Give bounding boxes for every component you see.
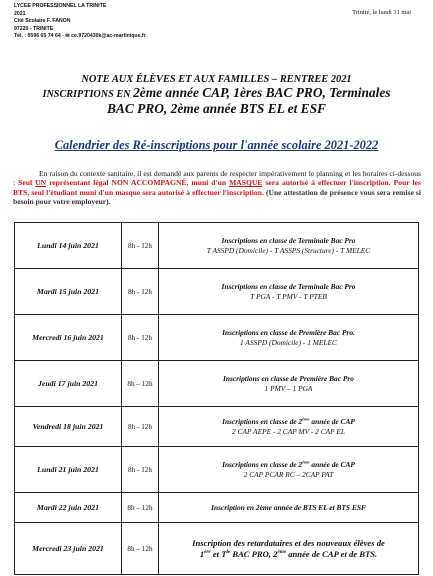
schedule-heading-sup: ème xyxy=(302,416,310,422)
table-row xyxy=(15,407,419,447)
schedule-description xyxy=(159,223,419,269)
table-row xyxy=(15,361,419,407)
schedule-detail xyxy=(159,549,418,560)
schedule-hours: 8h - 12h xyxy=(122,223,159,269)
schedule-day: Vendredi 18 juin 2021 xyxy=(15,407,122,447)
detail-sup-a: ère xyxy=(204,548,211,555)
schedule-detail: 1 ASSPD (Domicile) - 1 MELEC xyxy=(240,337,337,347)
schedule-hours: 8h - 12h xyxy=(122,407,159,447)
table-row xyxy=(15,447,419,493)
intro-text-4: représentant légal NON ACCOMPAGNÉ, muni d'un xyxy=(46,178,230,188)
schedule-description xyxy=(159,407,419,447)
intro-text-6: sera autorisé à effectuer l'inscription. Pour les BTS, seul l'étudiant muni d'un masque sera autorisé à effectuer l'inscription. xyxy=(13,178,421,197)
table-row xyxy=(15,269,419,315)
date-line: Trinité, le lundi 31 mai xyxy=(352,9,411,16)
table-row xyxy=(15,315,419,361)
schedule-day: Mardi 22 juin 2021 xyxy=(15,493,122,523)
schedule-heading-pre: Inscriptions en classe de 2 xyxy=(222,459,303,469)
schedule-heading: Inscriptions en classe de Première Bac Pro xyxy=(223,373,354,383)
schedule-day: Lundi 21 juin 2021 xyxy=(15,447,122,493)
detail-part-c: BAC PRO, 2 xyxy=(230,548,278,559)
schedule-detail: 1 PMV – 1 PGA xyxy=(264,383,313,393)
detail-part-b: et T xyxy=(210,548,227,559)
calendar-title: Calendrier des Ré-inscriptions pour l'année scolaire 2021-2022 xyxy=(54,138,379,152)
intro-text-3: UN xyxy=(35,178,47,188)
intro-text-1: En raison du contexte sanitaire, il est demandé aux parents de respecter impérativement le planning et les horaires ci-dessous : xyxy=(13,169,421,188)
title-line-2-prefix: INSCRIPTIONS EN xyxy=(42,89,134,100)
schedule-heading xyxy=(159,417,418,427)
school-year: 2021 xyxy=(14,10,26,17)
schedule-description xyxy=(159,315,419,361)
detail-part-a: 1 xyxy=(199,548,205,559)
schedule-heading: Inscriptions en classe de Terminale Bac Pro xyxy=(221,281,356,291)
schedule-day: Mercredi 23 juin 2021 xyxy=(15,523,122,575)
schedule-detail: 2 CAP PCAR RC – 2CAP PAT xyxy=(243,469,334,479)
table-row xyxy=(15,223,419,269)
schedule-detail: T ASSPD (Domicile) - T ASSPS (Structure) - T MELEC xyxy=(206,245,371,255)
schedule-hours: 8h – 12h xyxy=(122,361,159,407)
school-city: 97220 - TRINITE xyxy=(14,25,54,32)
intro-text-2: Seul xyxy=(18,178,36,188)
title-line-2-main: 2ème année CAP, 1ères BAC PRO, Terminales xyxy=(133,85,391,100)
table-row xyxy=(15,493,419,523)
schedule-day: Mercredi 16 juin 2021 xyxy=(15,315,122,361)
detail-part-d: année de CAP et de BTS. xyxy=(286,548,378,559)
schedule-description xyxy=(159,493,419,523)
schedule-day: Lundi 14 juin 2021 xyxy=(15,223,122,269)
document-title xyxy=(20,73,413,117)
intro-paragraph xyxy=(13,169,421,207)
school-header xyxy=(14,3,146,41)
schedule-heading: Inscription en 2ème année de BTS EL et BTS ESF xyxy=(211,502,366,512)
detail-sup-b: le xyxy=(226,548,231,555)
schedule-heading-sup: ème xyxy=(302,459,310,465)
schedule-hours: 8h - 12h xyxy=(122,269,159,315)
schedule-description xyxy=(159,523,419,575)
schedule-description xyxy=(159,447,419,493)
schedule-heading xyxy=(159,460,418,470)
schedule-heading: Inscription des retardataires et des nouveaux élèves de xyxy=(192,537,385,548)
schedule-description xyxy=(159,269,419,315)
schedule-day: Mardi 15 juin 2021 xyxy=(15,269,122,315)
intro-text-5: MASQUE xyxy=(229,178,263,188)
schedule-heading-post: année de CAP xyxy=(309,416,355,426)
title-line-1: NOTE AUX ÉLÈVES ET AUX FAMILLES – RENTREE 2021 xyxy=(81,74,352,85)
schedule-heading-post: année de CAP xyxy=(309,459,355,469)
title-line-3: BAC PRO, 2ème année BTS EL et ESF xyxy=(107,101,326,116)
schedule-detail: T PGA - T PMV - T PTEB xyxy=(250,291,327,301)
schedule-heading: Inscriptions en classe de Terminale Bac Pro xyxy=(221,235,356,245)
school-name: LYCEE PROFESSIONNEL LA TRINITE xyxy=(14,3,107,9)
schedule-description xyxy=(159,361,419,407)
schedule-heading-pre: Inscriptions en classe de 2 xyxy=(222,416,303,426)
title-line-2 xyxy=(20,86,413,101)
schedule-day: Jeudi 17 juin 2021 xyxy=(15,361,122,407)
schedule-hours: 8h - 12h xyxy=(122,447,159,493)
schedule-hours: 8h - 12h xyxy=(122,315,159,361)
schedule-heading: Inscriptions en classe de Première Bac Pro. xyxy=(222,327,355,337)
table-row xyxy=(15,523,419,575)
intro-note: (Une attestation de présence vous sera remise si besoin pour votre employeur). xyxy=(13,187,421,207)
schedule-hours: 8h – 12h xyxy=(122,523,159,575)
school-address: Cité Scolaire F. FANON xyxy=(14,18,71,25)
schedule-detail: 2 CAP AEPE - 2 CAP MV - 2 CAP EL xyxy=(231,426,346,436)
schedule-hours: 8h – 12h xyxy=(122,493,159,523)
detail-sup-c: ème xyxy=(277,548,287,555)
schedule-table xyxy=(14,222,419,575)
school-contact: Tél. : 0596 65 74 64 - ✉ ce.9720430k@ac-martinique.fr xyxy=(14,33,146,40)
